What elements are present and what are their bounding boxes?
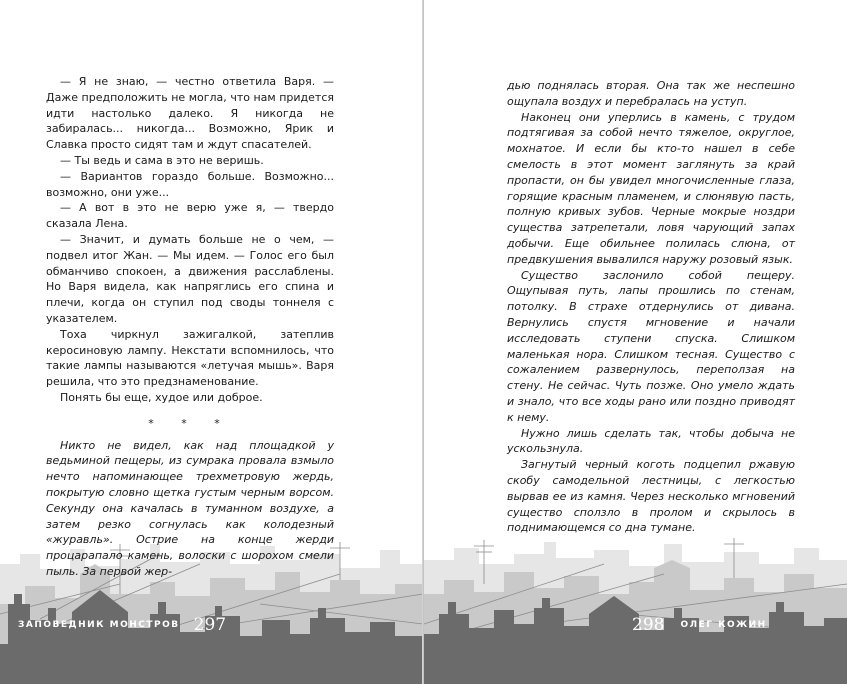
- italic-paragraph: Нужно лишь сделать так, чтобы добыча не ускользнула.: [507, 426, 795, 456]
- italic-paragraph: дью поднялась вторая. Она так же неспешно ощупала воздух и перебралась на уступ.: [507, 79, 795, 108]
- running-title: ЗАПОВЕДНИК МОНСТРОВ: [18, 620, 180, 630]
- paragraph: — А вот в это не верю уже я, — твердо сказала Лена.: [46, 201, 334, 231]
- right-skyline-illustration: [424, 524, 847, 684]
- left-footer: [18, 610, 226, 640]
- left-page: [0, 0, 423, 684]
- paragraph: — Ты ведь и сама в это не веришь.: [60, 153, 264, 167]
- italic-paragraph: Загнутый черный коготь подцепил ржавую скобу самодельной лестницы, с легкостью вырвав ее из камня. Через несколько мгновений существо сползло в пролом и скрылось в поднимающемся со дна тумане.: [507, 458, 795, 535]
- italic-paragraph: Никто не видел, как над площадкой у ведьминой пещеры, из сумрака провала взмыло нечто напоминающее трехметровую жердь, покрытую словно щетка густым черным ворсом. Секунду она качалась в туманном воздухе, а затем резко согнулась как колодезный «журавль». Острие на конце жерди процарапало камень, волоски с шорохом смели пыль. За первой жер-: [46, 438, 334, 578]
- page-number: 298: [632, 615, 665, 635]
- paragraph: — Значит, и думать больше не о чем, — подвел итог Жан. — Мы идем. — Голос его был обманчиво спокоен, а движения расслаблены. Но Варя видела, как напряглись его спина и плечи, когда он ступил под своды тоннеля с указателем.: [46, 232, 334, 325]
- page-number: 297: [193, 615, 227, 635]
- italic-paragraph: Существо заслонило собой пещеру. Ощупывая путь, лапы прошлись по стенам, потолку. В страхе отдернулись от дивана. Вернулись спустя мгновение и начали исследовать ступени спуска. Слишком маленькая нора. Слишком тесная. Существо с сожалением развернулось, переползая на стену. Не сейчас. Чуть позже. Оно умело ждать и знало, что все ходы рано или поздно приводят к нему.: [507, 268, 795, 424]
- italic-paragraph: Наконец они уперлись в камень, с трудом подтягивая за собой нечто тяжелое, округлое, мохнатое. И если бы кто-то нашел в себе смелость в этот момент заглянуть за край пропасти, он бы увидел многочисленные глаза, горящие красным пламенем, и слюнявую пасть, полную кривых зубов. Черные мокрые ноздри существа затрепетали, ловя чарующий запах добычи. Еще обильнее полилась слюна, от предвкушения вывалился наружу розовый язык.: [507, 110, 795, 266]
- right-footer: [632, 610, 767, 640]
- paragraph: Понять бы еще, худое или доброе.: [60, 390, 263, 404]
- paragraph: — Вариантов гораздо больше. Возможно... возможно, они уже...: [46, 169, 334, 199]
- right-page-text: [507, 78, 795, 536]
- paragraph: Тоха чиркнул зажигалкой, затеплив керосиновую лампу. Некстати вспомнилось, что такие лампы называются «летучая мышь». Варя решила, что это предзнаменование.: [46, 327, 334, 389]
- right-page: [424, 0, 847, 684]
- section-separator: * * *: [148, 416, 232, 430]
- running-title: ОЛЕГ КОЖИН: [680, 620, 767, 630]
- paragraph: — Я не знаю, — честно ответила Варя. — Даже предположить не могла, что нам придется идти настолько далеко. Я никогда не забиралась... никогда... Возможно, Ярик и Славка просто сидят там и ждут спасателей.: [46, 75, 334, 152]
- left-page-text: [46, 74, 334, 580]
